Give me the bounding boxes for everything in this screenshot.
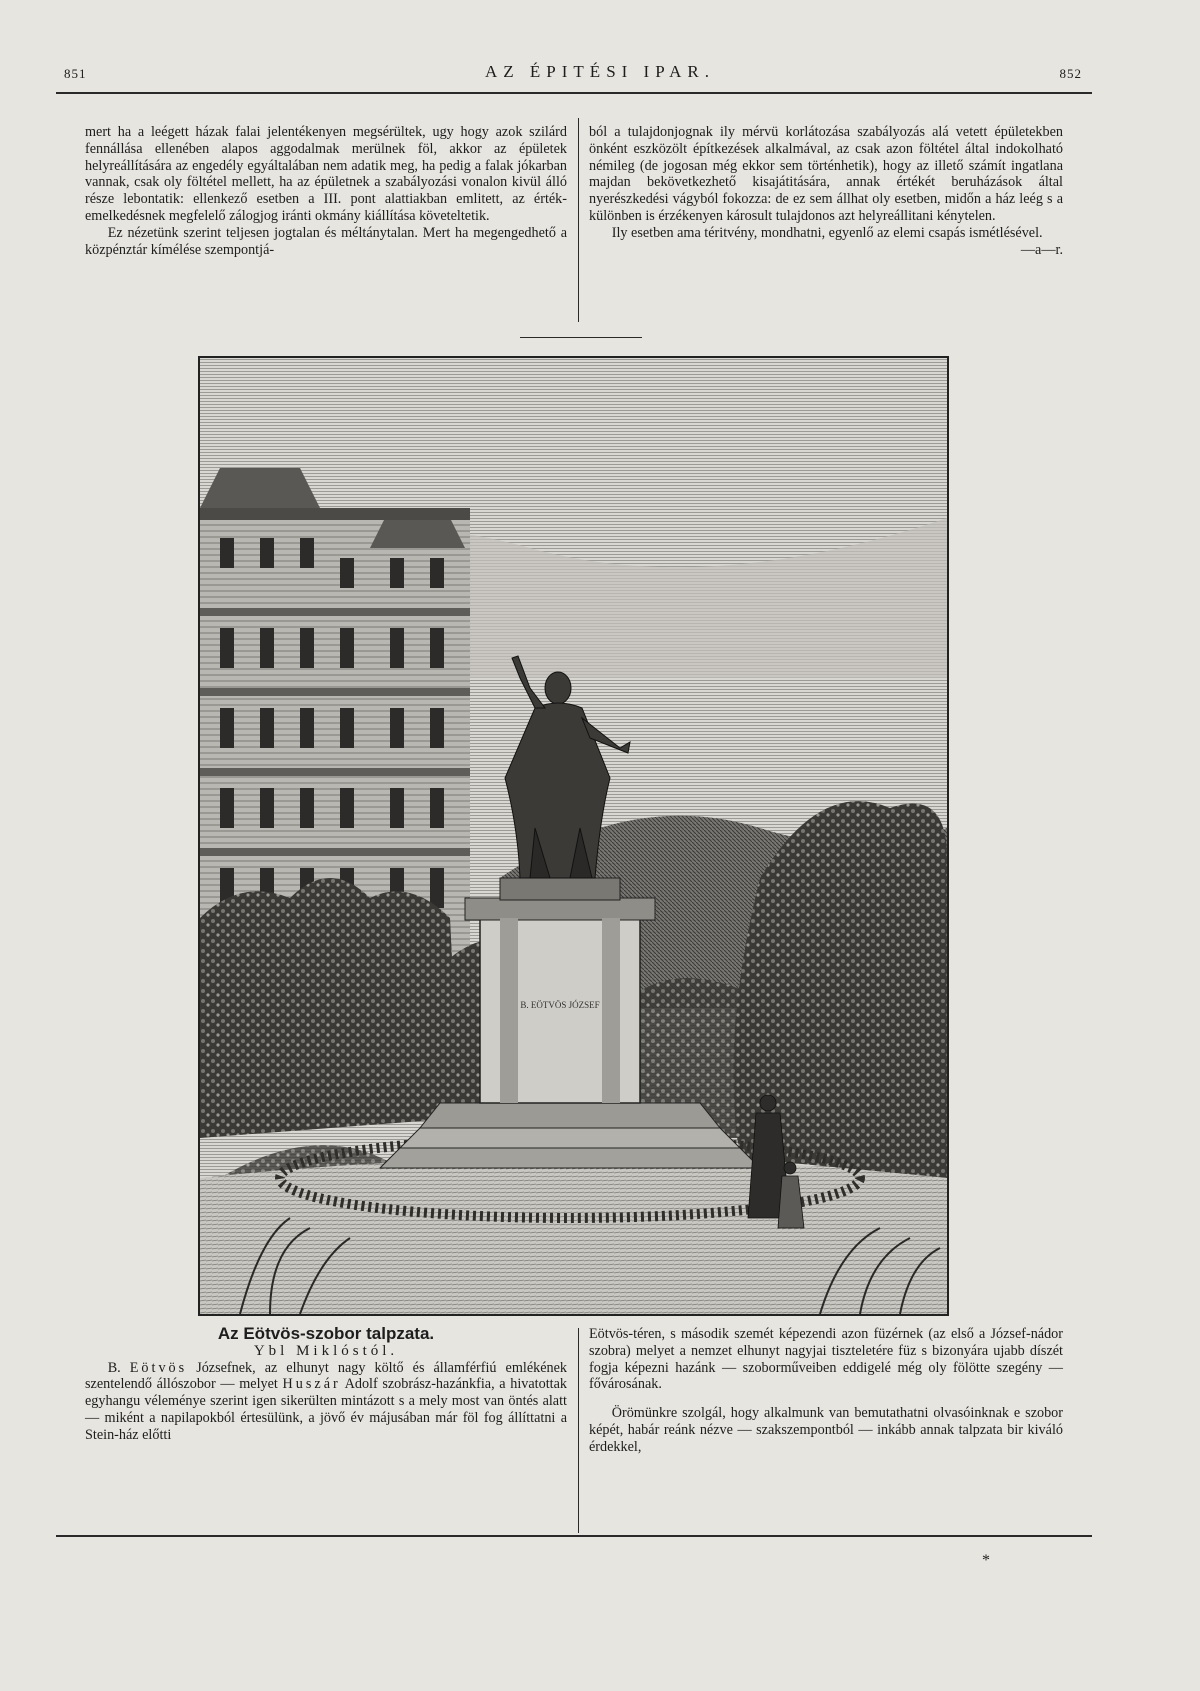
person-name: Eötvös xyxy=(129,1359,188,1376)
paragraph: ból a tulajdonjognak ily mérvü korlátozása szabályozás alá vetett épületekben önként eszközölt építkezések alkalmával, az csak azon föltétel által indokolható némileg (de jogosan még ekkor sem történhetik), hogy az illető számít ingatlana majdan bekövetkezhető kisajátitására, annak értékét beruházások által nyerészkedési vágyból fokozza: de ez sem állhat oly esetben, midőn a ház leég s a különben is érzékenyen károsult tulajdonos azt helyreállitani kénytelen. xyxy=(589,124,1063,224)
paragraph: Eötvös-téren, s második szemét képezendi azon füzérnek (az első a József-nádor szobra) melyet a nemzet elhunyt nagyjai tiszteletére füz s bizonyára ujabb díszét fogja képezni hazánk — szoborműveiben eddigelé még oly fölötte szegény — fővárosának. xyxy=(589,1326,1063,1393)
text-fragment: Józsefnek, az elhunyt nagy költő és államférfiú emlékének szentelendő állószobor — melyet xyxy=(85,1359,567,1393)
top-right-column xyxy=(589,124,1063,258)
paragraph xyxy=(589,224,1063,258)
paragraph: Örömünkre szolgál, hogy alkalmunk van bemutathatni olvasóinknak e szobor képét, habár reánk nézve — szakszempontból — inkább annak talpzata bir kiváló érdekkel, xyxy=(589,1405,1063,1455)
statue-engraving xyxy=(198,356,949,1316)
figure-caption-author: Ybl Miklóstól. xyxy=(253,1342,399,1359)
author-signature: —a—r. xyxy=(1020,241,1063,258)
paragraph xyxy=(85,1360,567,1444)
footnote-mark: * xyxy=(982,1552,990,1569)
footer-rule xyxy=(56,1535,1092,1537)
section-rule xyxy=(520,337,642,338)
engraving-drawing xyxy=(200,358,947,1314)
paragraph: mert ha a leégett házak falai jelentékenyen megsérültek, ugy hogy azok szilárd fennállása ellenében alapos aggodalmak merülnek föl, akkor az épületek helyreállítására az engedély egyáltalában nem adatik meg, ha pedig a falak jókarban vannak, csak oly föltétel mellett, ha az épületnek a szabályozási vonalon kivül álló része lebontatik: ellenkező esetben a III. pont alattiakban emlitett, az érték-emelkedésnek megfelelő zálogjog iránti okmány kiállítása követeltetik. xyxy=(85,124,567,224)
top-left-column xyxy=(85,124,567,258)
closing-sentence: Ily esetben ama téritvény, mondhatni, egyenlő az elemi csapás ismétlésével. xyxy=(611,224,1043,241)
header-rule xyxy=(56,92,1092,94)
page-number-right: 852 xyxy=(1059,66,1082,81)
person-name: Huszár xyxy=(282,1376,341,1393)
figure-caption-title: Az Eötvös-szobor talpzata. xyxy=(217,1324,435,1343)
page-number-left: 851 xyxy=(64,66,87,81)
column-divider xyxy=(578,118,579,322)
text-fragment: B. xyxy=(107,1359,130,1376)
pedestal-inscription: B. EÖTVÖS JÓZSEF xyxy=(520,1000,600,1010)
column-divider xyxy=(578,1328,579,1533)
bottom-left-column xyxy=(85,1326,567,1444)
paragraph: Ez nézetünk szerint teljesen jogtalan és méltánytalan. Mert ha megengedhető a közpénztár kímélése szempontjá- xyxy=(85,224,567,258)
bottom-right-column xyxy=(589,1326,1063,1456)
journal-title: AZ ÉPITÉSI IPAR. xyxy=(485,62,715,81)
text-fragment: Adolf szobrász-hazánkfia, a hivatottak egyhangu véleménye szerint igen sikerülten mintázott s a mely most van öntés alatt — miként a napilapokból értesülünk, a jövő év májusában már föl fog állíttatni a Stein-ház előtti xyxy=(85,1376,567,1443)
